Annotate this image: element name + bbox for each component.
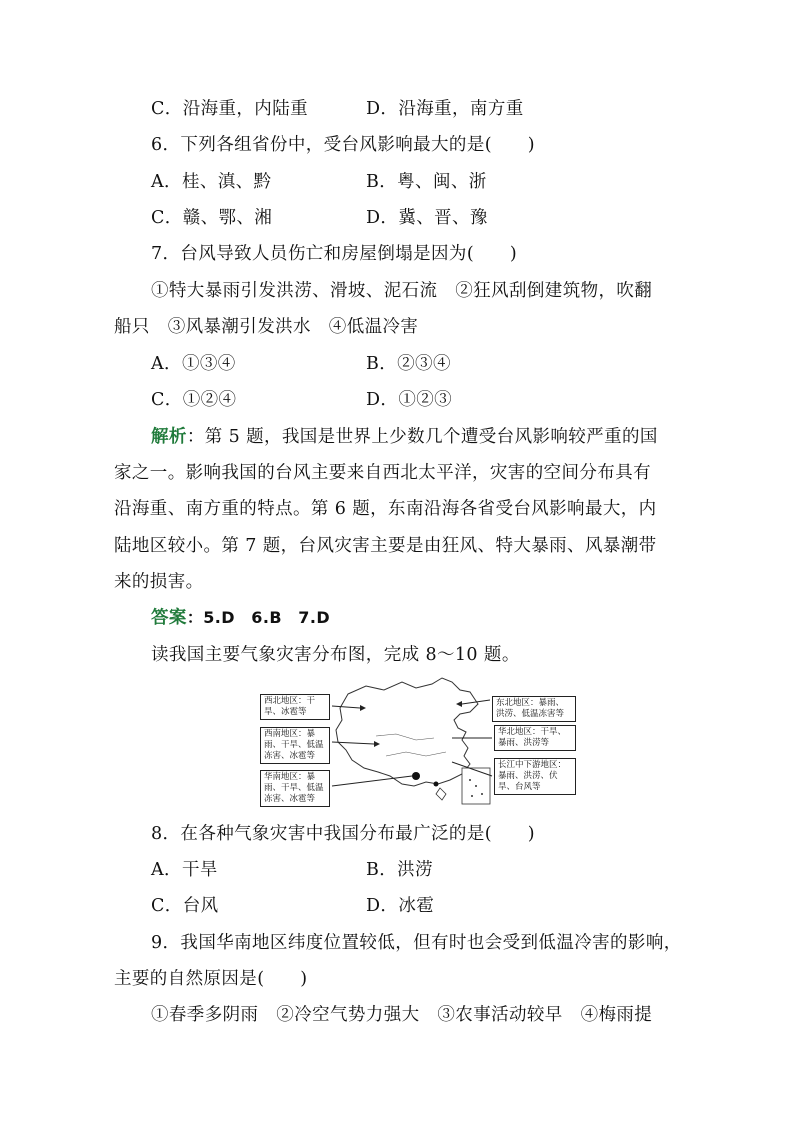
- q9-stem-line1: 9．我国华南地区纬度位置较低，但有时也会受到低温冷害的影响，: [151, 933, 682, 953]
- disaster-map-figure: [256, 676, 576, 808]
- analysis-line2: 家之一。影响我国的台风主要来自西北太平洋，灾害的空间分布具有: [114, 463, 651, 483]
- answer-line: [151, 606, 330, 630]
- q6-stem: 6．下列各组省份中，受台风影响最大的是( ): [151, 135, 535, 155]
- q8-option-c: C．台风: [151, 896, 219, 916]
- q5-option-c: C．沿海重，内陆重: [151, 99, 308, 119]
- q9-statements: ①春季多阴雨 ②冷空气势力强大 ③农事活动较早 ④梅雨提: [151, 1005, 653, 1025]
- q8-option-b: B．洪涝: [366, 860, 433, 880]
- q8-option-d: D．冰雹: [366, 896, 435, 916]
- label-southwest: 西南地区：暴雨、干旱、低温冻害、冰雹等: [260, 727, 330, 764]
- q8-option-a: A．干旱: [151, 860, 218, 880]
- label-northwest: 西北地区：干旱、冰雹等: [260, 694, 330, 720]
- analysis-text1: ：第 5 题，我国是世界上少数几个遭受台风影响较严重的国: [186, 427, 658, 447]
- analysis-line1: [151, 425, 658, 449]
- label-south-china: 华南地区：暴雨、干旱、低温冻害、冰雹等: [260, 770, 330, 807]
- q7-option-d: D．①②③: [366, 390, 453, 410]
- answer-label: 答案: [151, 608, 187, 628]
- q7-statements-line1: ①特大暴雨引发洪涝、滑坡、泥石流 ②狂风刮倒建筑物，吹翻: [151, 281, 653, 301]
- q6-option-a: A．桂、滇、黔: [151, 172, 272, 192]
- label-yangtze: 长江中下游地区：暴雨、洪涝、伏旱、台风等: [494, 758, 576, 795]
- q7-statements-line2: 船只 ③风暴潮引发洪水 ④低温冷害: [114, 317, 419, 337]
- map-question-intro: 读我国主要气象灾害分布图，完成 8～10 题。: [151, 645, 520, 665]
- q7-option-b: B．②③④: [366, 354, 451, 374]
- q6-option-c: C．赣、鄂、湘: [151, 208, 273, 228]
- analysis-line4: 陆地区较小。第 7 题，台风灾害主要是由狂风、特大暴雨、风暴潮带: [114, 536, 657, 556]
- answer-text: ：5.D 6.B 7.D: [186, 608, 331, 627]
- q7-option-a: A．①③④: [151, 354, 236, 374]
- label-north-china: 华北地区：干旱、暴雨、洪涝等: [494, 725, 576, 751]
- q9-stem-line2: 主要的自然原因是( ): [114, 969, 308, 989]
- analysis-label: 解析: [151, 427, 187, 447]
- q8-stem: 8．在各种气象灾害中我国分布最广泛的是( ): [151, 824, 535, 844]
- q7-option-c: C．①②④: [151, 390, 237, 410]
- analysis-line5: 来的损害。: [114, 572, 204, 592]
- analysis-line3: 沿海重、南方重的特点。第 6 题，东南沿海各省受台风影响最大，内: [114, 499, 657, 519]
- label-northeast: 东北地区：暴雨、洪涝、低温冻害等: [492, 696, 576, 722]
- q6-option-d: D．冀、晋、豫: [366, 208, 488, 228]
- q5-option-d: D．沿海重，南方重: [366, 99, 524, 119]
- q7-stem: 7．台风导致人员伤亡和房屋倒塌是因为( ): [151, 244, 518, 264]
- q6-option-b: B．粤、闽、浙: [366, 172, 487, 192]
